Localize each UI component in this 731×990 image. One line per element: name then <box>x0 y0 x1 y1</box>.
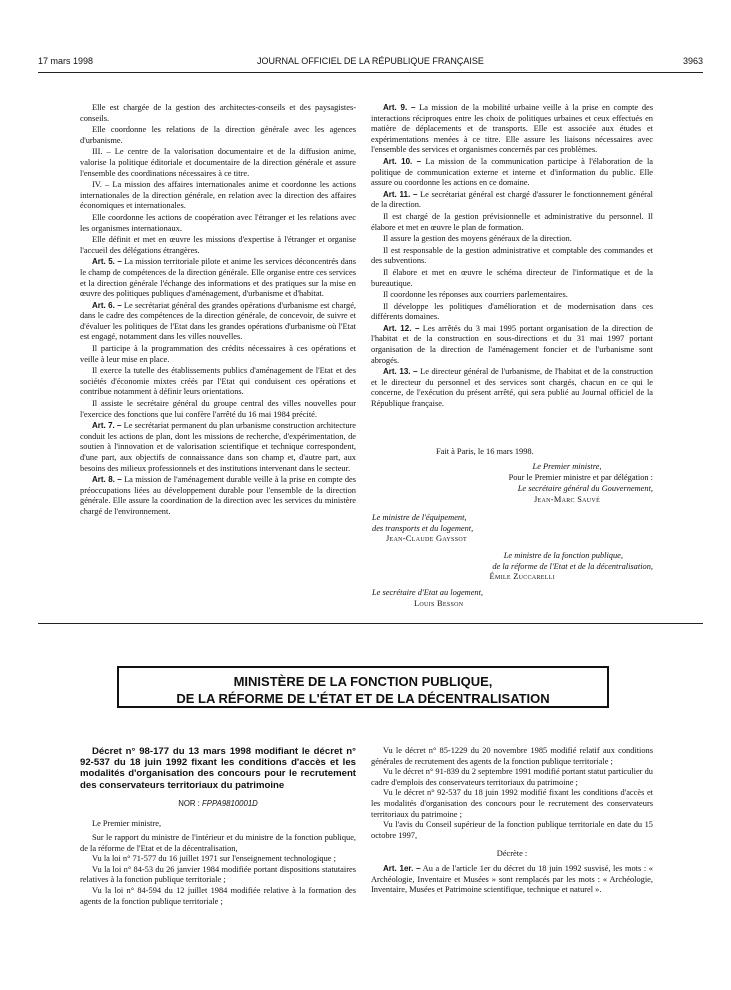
equipment-title-2: des transports et du logement, <box>372 523 474 533</box>
decree-paragraph: Vu le décret n° 91-839 du 2 septembre 1991 modifié portant statut particulier du cadre d'emplois des conservateurs territoriaux du patrimoine ; <box>371 767 653 787</box>
left-paragraph <box>80 301 356 343</box>
decree-paragraph: Sur le rapport du ministre de l'intérieur et du ministre de la fonction publique, de la réforme de l'Etat et de la décentralisation, <box>80 833 356 853</box>
article-label: Art. 12. – <box>383 323 420 333</box>
right-paragraph <box>371 246 653 267</box>
left-paragraph <box>80 125 356 146</box>
paragraph-text: La mission de la communication participe à l'élaboration de la politique de communication externe et interne et d'information du public. Elle assure ou coordonne les actions en ce domaine. <box>371 156 653 188</box>
public-service-signatory-name: Émile Zuccarelli <box>489 572 555 582</box>
nor-reference <box>80 799 356 810</box>
ministry-line-2: DE LA RÉFORME DE L'ÉTAT ET DE LA DÉCENTRALISATION <box>176 691 550 706</box>
right-paragraph <box>371 212 653 233</box>
pm-title: Le Premier ministre, <box>532 462 602 471</box>
equipment-title-1: Le ministre de l'équipement, <box>372 513 467 522</box>
paragraph-text: Il exerce la tutelle des établissements publics d'aménagement de l'Etat et des sociétés d'économie mixtes créés par l'Etat qui conduisent ces opérations et contribue notamment à définir leurs orientations. <box>80 366 356 397</box>
paragraph-text: Il participe à la programmation des crédits nécessaires à ces opérations et veille à leur mise en place. <box>80 344 356 364</box>
left-paragraph <box>80 475 356 517</box>
left-paragraph <box>80 180 356 212</box>
paragraph-text: Il coordonne les réponses aux courriers parlementaires. <box>383 290 568 300</box>
decree-right-paragraphs <box>371 746 653 841</box>
public-service-title-2: de la réforme de l'Etat et de la décentralisation, <box>492 561 653 571</box>
decree-paragraph: Vu la loi n° 84-53 du 26 janvier 1984 modifiée portant dispositions statutaires relatives à la fonction publique territoriale ; <box>80 864 356 885</box>
equipment-signature <box>372 513 662 545</box>
paragraph-text: Il est chargé de la gestion prévisionnelle et administrative du personnel. Il élabore et met en œuvre le plan de formation. <box>371 211 653 232</box>
nor-value: FPPA9810001D <box>202 798 258 808</box>
article-1-text: Au a de l'article 1er du décret du 18 juin 1992 susvisé, les mots : « Archéologie, Inventaire et Musées » sont remplacés par les mots : « Archéologie, Inventaire, Musées et Patrimoine scientifique, technique et naturel ». <box>371 863 653 895</box>
decree-article-1 <box>371 864 653 896</box>
paragraph-text: IV. – La mission des affaires internationales anime et coordonne les actions internationales de la direction générale, en relation avec la direction des affaires économiques et internationales. <box>80 180 356 211</box>
pm-signatory-name: Jean-Marc Sauvé <box>533 495 601 504</box>
housing-title: Le secrétaire d'Etat au logement, <box>372 588 484 597</box>
right-paragraph <box>371 190 653 211</box>
equipment-signatory-name: Jean-Claude Gayssot <box>386 534 467 544</box>
right-paragraph <box>371 324 653 366</box>
pm-secretary-title: Le secrétaire général du Gouvernement, <box>517 484 653 493</box>
signature-block <box>371 446 653 505</box>
paragraph-text: Les arrêtés du 3 mai 1995 portant organisation de la direction de l'habitat et de la construction en sous-directions et du 31 mai 1997 portant organisation de la direction de l'aménagement foncier et de l'urbanisme sont abrogés. <box>371 323 654 365</box>
decree-paragraph: Vu la loi n° 71-577 du 16 juillet 1971 sur l'enseignement technologique ; <box>92 854 336 864</box>
article-label: Art. 5. – <box>92 257 122 267</box>
paragraph-text: Le secrétariat général des grandes opérations d'urbanisme est chargé, dans le cadre des compétences de la direction générale, de concevoir, de suivre et d'évaluer les politiques de l'Etat dans les grandes opérations d'urbanisme où l'Etat est engagé, notamment dans les villes nouvelles. <box>80 300 356 342</box>
left-paragraph <box>80 213 356 234</box>
header-journal-title: JOURNAL OFFICIEL DE LA RÉPUBLIQUE FRANÇAISE <box>257 56 484 66</box>
paragraph-text: Elle coordonne les relations de la direction générale avec les agences d'urbanisme. <box>80 125 356 145</box>
article-label: Art. 6. – <box>92 300 122 310</box>
right-paragraph <box>371 268 653 289</box>
decree-title: Décret n° 98-177 du 13 mars 1998 modifiant le décret n° 92-537 du 18 juin 1992 fixant les conditions d'accès et les modalités d'organisation des concours pour le recrutement des conservateurs territoriaux du patrimoine <box>80 746 356 791</box>
paragraph-text: Le secrétariat général est chargé d'assurer le fonctionnement général de la direction. <box>371 189 653 210</box>
article-label: Art. 8. – <box>92 475 122 485</box>
left-paragraph <box>80 344 356 365</box>
left-paragraph <box>80 147 356 179</box>
decree-right-column <box>371 746 653 896</box>
paragraph-text: Il élabore et met en œuvre le schéma directeur de l'informatique et de la bureautique. <box>371 267 653 288</box>
article-label: Art. 13. – <box>383 367 418 377</box>
paragraph-text: La mission de la mobilité urbaine veille à la prise en compte des interactions réciproques entre les choix de politiques urbaines et ceux effectués en matière de déplacements et de transports. Elle est associée aux études et expérimentations menées à ce titre. Elle assure les liaisons nécessaires avec l'ensemble des services et organismes concernés par ces problèmes. <box>371 103 653 155</box>
paragraph-text: Elle définit et met en œuvre les missions d'expertise à l'étranger et organise l'accueil des délégations étrangères. <box>80 235 356 255</box>
paragraph-text: La mission de l'aménagement durable veille à la prise en compte des préoccupations liées au développement durable pour l'ensemble de la direction générale. Elle assure la coordination de la direction avec les services du ministère chargé de l'environnement. <box>80 475 356 516</box>
header-date: 17 mars 1998 <box>38 56 94 66</box>
left-paragraph <box>80 366 356 398</box>
section-rule <box>38 623 703 624</box>
left-paragraph <box>80 257 356 299</box>
article-1-label: Art. 1er. – <box>383 863 421 873</box>
paragraph-text: Le directeur général de l'urbanisme, de l'habitat et de la construction et le directeur du personnel et des services sont chargés, chacun en ce qui le concerne, de l'exécution du présent arrêté, qui sera publié au Journal officiel de la République française. <box>371 367 653 409</box>
page-header <box>38 56 703 70</box>
right-paragraph <box>371 157 653 189</box>
paragraph-text: Elle est chargée de la gestion des architectes-conseils et des paysagistes-conseils. <box>80 103 356 123</box>
public-service-signature <box>371 551 653 583</box>
ministry-line-1: MINISTÈRE DE LA FONCTION PUBLIQUE, <box>233 674 493 689</box>
pm-delegation: Pour le Premier ministre et par délégation : <box>508 473 653 482</box>
decree-left-column <box>80 746 356 907</box>
article-label: Art. 9. – <box>383 103 416 112</box>
right-paragraph <box>371 103 653 156</box>
ministry-heading-box <box>117 666 609 708</box>
decree-decrete: Décrète : <box>496 849 528 859</box>
decree-paragraph: Le Premier ministre, <box>92 819 162 829</box>
public-service-title-1: Le ministre de la fonction publique, <box>503 551 623 560</box>
right-column <box>371 103 653 410</box>
right-paragraph <box>371 302 653 323</box>
right-paragraph <box>371 234 653 245</box>
article-label: Art. 7. – <box>92 421 122 431</box>
signature-date: Fait à Paris, le 16 mars 1998. <box>436 447 534 456</box>
decree-paragraph: Vu l'avis du Conseil supérieur de la fonction publique territoriale en date du 15 octobre 1997, <box>371 820 653 840</box>
article-label: Art. 10. – <box>383 156 422 166</box>
housing-signature <box>372 587 654 609</box>
paragraph-text: III. – Le centre de la valorisation documentaire et de la diffusion anime, valorise la politique éditoriale et documentaire de la direction générale et assure l'ensemble des coordinations nécessaires à ce titre. <box>80 147 356 178</box>
article-label: Art. 11. – <box>383 189 418 199</box>
nor-label: NOR : <box>178 798 200 808</box>
left-paragraph <box>80 235 356 256</box>
housing-signatory-name: Louis Besson <box>414 599 464 608</box>
left-column <box>80 103 356 518</box>
paragraph-text: Il est responsable de la gestion administrative et comptable des commandes et des subventions. <box>371 245 653 266</box>
right-paragraph <box>371 367 653 409</box>
decree-paragraph: Vu le décret n° 85-1229 du 20 novembre 1985 modifié relatif aux conditions générales de recrutement des agents de la fonction publique territoriale ; <box>371 746 653 766</box>
decree-left-paragraphs <box>80 819 356 907</box>
paragraph-text: Il développe les politiques d'amélioration et de modernisation dans ces différents domaines. <box>371 301 653 322</box>
left-paragraph <box>80 103 356 124</box>
right-paragraph <box>371 290 653 301</box>
header-rule <box>38 72 703 73</box>
left-paragraph <box>80 399 356 420</box>
paragraph-text: Elle coordonne les actions de coopération avec l'étranger et les relations avec les organismes internationaux. <box>80 212 356 233</box>
paragraph-text: La mission territoriale pilote et anime les services déconcentrés dans le champ de compétences de la direction générale. Elle organise entre ces services et la direction générale l'échange des informations et des pratiques sur la mise en œuvre des politiques publiques d'aménagement, d'urbanisme et d'habitat. <box>80 257 357 299</box>
header-page-number: 3963 <box>682 56 703 66</box>
paragraph-text: Le secrétariat permanent du plan urbanisme construction architecture conduit les actions de plan, dont les missions de recherche, d'expérimentation, de soutien à l'innovation et de valorisation scientifique et technique correspondent, d'une part, aux objectifs de connaissance dans son champ et, d'autre part, aux besoins des milieux professionnels et des institutions intervenant dans le secteur. <box>80 421 357 473</box>
paragraph-text: Il assiste le secrétaire général du groupe central des villes nouvelles pour l'exercice des fonctions que lui confère l'arrêté du 16 mai 1984 précité. <box>80 399 356 419</box>
decree-paragraph: Vu le décret n° 92-537 du 18 juin 1992 modifié fixant les conditions d'accès et les modalités d'organisation des concours pour le recrutement des conservateurs territoriaux du patrimoine ; <box>371 788 653 819</box>
left-paragraph <box>80 421 356 474</box>
decree-paragraph: Vu la loi n° 84-594 du 12 juillet 1984 modifiée relative à la formation des agents de la fonction publique territoriale ; <box>80 885 356 906</box>
paragraph-text: Il assure la gestion des moyens généraux de la direction. <box>383 234 572 244</box>
